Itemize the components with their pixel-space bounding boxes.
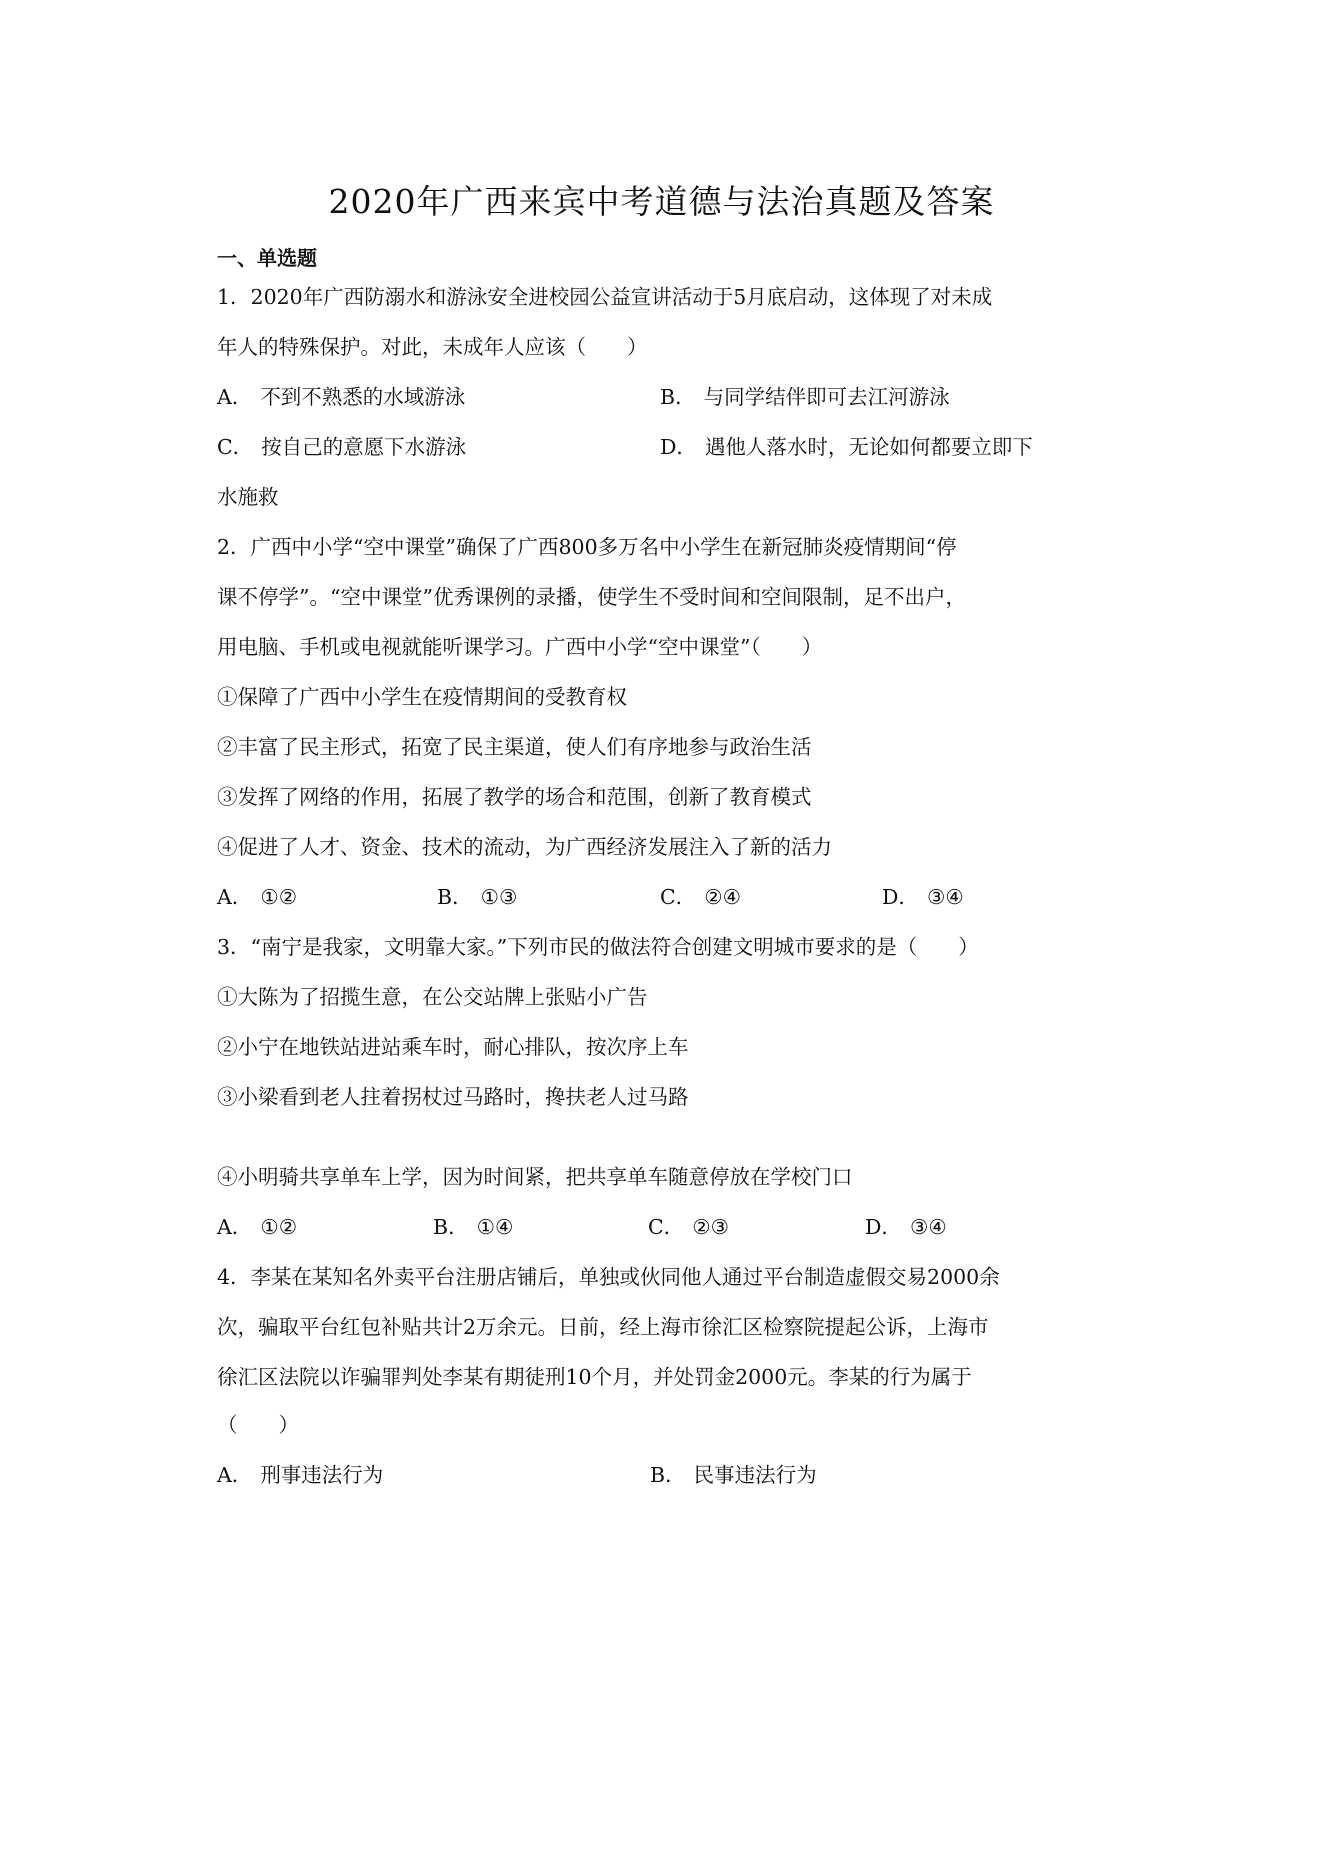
option-key: B． <box>437 885 473 909</box>
option-text: 与同学结伴即可去江河游泳 <box>703 385 950 409</box>
q1-option-c <box>217 433 466 461</box>
option-text: 不到不熟悉的水域游泳 <box>260 385 466 409</box>
q3-option-c <box>648 1213 729 1241</box>
option-text: ①③ <box>480 885 518 909</box>
q2-statement-1: ①保障了广西中小学生在疫情期间的受教育权 <box>217 685 627 709</box>
q4-option-b <box>650 1461 817 1489</box>
q3-statement-2: ②小宁在地铁站进站乘车时，耐心排队，按次序上车 <box>217 1035 689 1059</box>
q3-statement-4: ④小明骑共享单车上学，因为时间紧，把共享单车随意停放在学校门口 <box>217 1165 853 1189</box>
q1-stem-line-1: 1．2020年广西防溺水和游泳安全进校园公益宣讲活动于5月底启动，这体现了对未成 <box>217 285 993 309</box>
option-key: C． <box>648 1215 685 1239</box>
option-text: 刑事违法行为 <box>260 1463 384 1487</box>
document-title: 2020年广西来宾中考道德与法治真题及答案 <box>328 182 995 221</box>
q1-stem-line-2: 年人的特殊保护。对此，未成年人应该（ ） <box>217 335 648 359</box>
q4-stem-line-1: 4．李某在某知名外卖平台注册店铺后，单独或伙同他人通过平台制造虚假交易2000余 <box>217 1265 1000 1289</box>
q2-option-b <box>437 883 517 911</box>
q1-option-d-continuation: 水施救 <box>217 485 279 509</box>
q3-option-b <box>433 1213 513 1241</box>
q3-option-a <box>217 1213 297 1241</box>
section-heading: 一、单选题 <box>217 246 317 270</box>
q4-stem-line-2: 次，骗取平台红包补贴共计2万余元。日前，经上海市徐汇区检察院提起公诉，上海市 <box>217 1315 989 1339</box>
q3-statement-1: ①大陈为了招揽生意，在公交站牌上张贴小广告 <box>217 985 648 1009</box>
option-key: A． <box>217 385 253 409</box>
option-text: ②④ <box>704 885 741 909</box>
option-key: D． <box>660 435 697 459</box>
q2-statement-3: ③发挥了网络的作用，拓展了教学的场合和范围，创新了教育模式 <box>217 785 812 809</box>
q2-stem-line-2: 课不停学”。“空中课堂”优秀课例的录播，使学生不受时间和空间限制，足不出户， <box>217 585 966 609</box>
option-key: A． <box>217 1215 253 1239</box>
option-text: ③④ <box>909 1215 947 1239</box>
q2-option-a <box>217 883 297 911</box>
option-key: D． <box>882 885 919 909</box>
option-key: C． <box>217 435 254 459</box>
option-text: ②③ <box>692 1215 729 1239</box>
q2-statement-2: ②丰富了民主形式，拓宽了民主渠道，使人们有序地参与政治生活 <box>217 735 812 759</box>
option-key: B． <box>650 1463 686 1487</box>
option-text: ①② <box>260 885 298 909</box>
q1-option-a <box>217 383 465 411</box>
q3-statement-3: ③小梁看到老人拄着拐杖过马路时，搀扶老人过马路 <box>217 1085 689 1109</box>
q2-statement-4: ④促进了人才、资金、技术的流动，为广西经济发展注入了新的活力 <box>217 835 832 859</box>
option-text: ①② <box>260 1215 298 1239</box>
option-key: D． <box>865 1215 902 1239</box>
q2-option-c <box>660 883 741 911</box>
option-text: ③④ <box>926 885 964 909</box>
option-key: B． <box>660 385 696 409</box>
option-key: A． <box>217 885 253 909</box>
q2-stem-line-3: 用电脑、手机或电视就能听课学习。广西中小学“空中课堂”（ ） <box>217 635 823 659</box>
option-text: 遇他人落水时，无论如何都要立即下 <box>704 435 1033 459</box>
q3-stem-line-1: 3．“南宁是我家，文明靠大家。”下列市民的做法符合创建文明城市要求的是（ ） <box>217 935 979 959</box>
q3-option-d <box>865 1213 947 1241</box>
option-key: C． <box>660 885 697 909</box>
q1-option-d <box>660 433 1033 461</box>
option-text: ①④ <box>476 1215 514 1239</box>
q4-stem-line-3: 徐汇区法院以诈骗罪判处李某有期徒刑10个月，并处罚金2000元。李某的行为属于 <box>217 1365 972 1389</box>
option-text: 按自己的意愿下水游泳 <box>261 435 467 459</box>
q4-stem-line-4: （ ） <box>217 1413 299 1437</box>
q4-option-a <box>217 1461 383 1489</box>
option-key: B． <box>433 1215 469 1239</box>
q1-option-b <box>660 383 950 411</box>
option-text: 民事违法行为 <box>693 1463 817 1487</box>
q2-stem-line-1: 2．广西中小学“空中课堂”确保了广西800多万名中小学生在新冠肺炎疫情期间“停 <box>217 535 957 559</box>
q2-option-d <box>882 883 964 911</box>
option-key: A． <box>217 1463 253 1487</box>
